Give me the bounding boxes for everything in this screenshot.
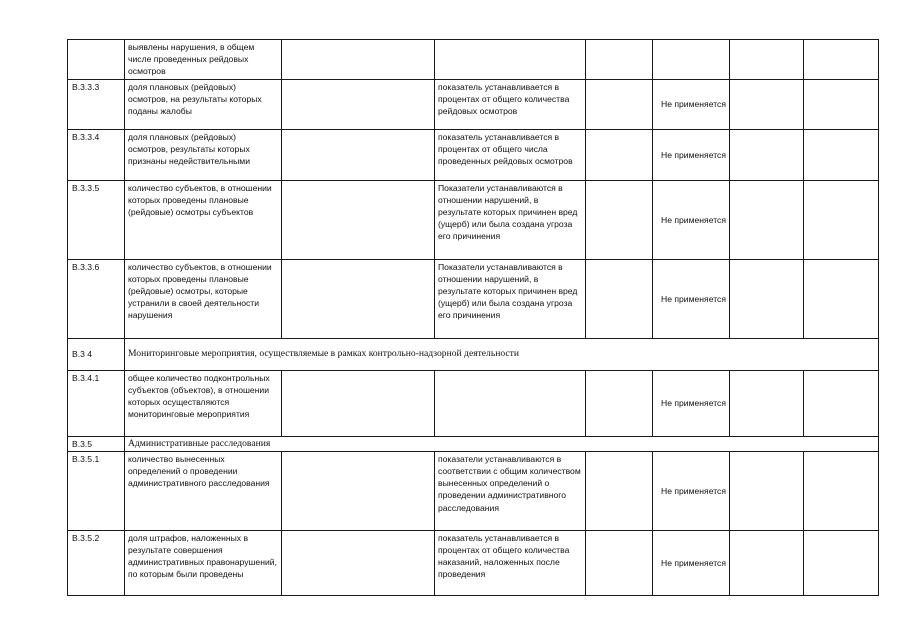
- empty-cell: [586, 259, 653, 338]
- empty-cell: [730, 40, 804, 80]
- status-label: Не применяется: [661, 485, 726, 496]
- empty-cell: [282, 451, 435, 530]
- empty-cell: [586, 129, 653, 180]
- indicator-cell: доля штрафов, наложенных в результате совершения административных правонарушений, по которым были проведены: [125, 530, 282, 595]
- indicators-table: [67, 39, 879, 596]
- empty-cell: [730, 451, 804, 530]
- table-row: [68, 370, 879, 436]
- empty-cell: [804, 40, 879, 80]
- indicator-cell: общее количество подконтрольных субъектов (объектов), в отношении которых осуществляются мониторинговые мероприятия: [125, 370, 282, 436]
- empty-cell: [282, 79, 435, 129]
- code-cell: В.3.5.2: [68, 530, 125, 595]
- code-cell: В.3.3.6: [68, 259, 125, 338]
- empty-cell: [586, 79, 653, 129]
- empty-cell: [730, 129, 804, 180]
- indicator-cell: количество вынесенных определений о проведении административного расследования: [125, 451, 282, 530]
- empty-cell: [730, 180, 804, 259]
- empty-cell: [730, 530, 804, 595]
- empty-cell: [586, 451, 653, 530]
- empty-cell: [282, 530, 435, 595]
- status-cell: [653, 530, 730, 595]
- comment-cell: показатель устанавливается в процентах от общего количества рейдовых осмотров: [435, 79, 586, 129]
- empty-cell: [804, 451, 879, 530]
- section-title: Административные расследования: [125, 436, 879, 451]
- comment-cell: показатель устанавливается в процентах от общего числа проведенных рейдовых осмотров: [435, 129, 586, 180]
- status-cell: [653, 79, 730, 129]
- empty-cell: [282, 370, 435, 436]
- code-cell: В.3.5.1: [68, 451, 125, 530]
- empty-cell: [730, 259, 804, 338]
- status-label: Не применяется: [661, 99, 726, 109]
- table-row: [68, 259, 879, 338]
- empty-cell: [804, 370, 879, 436]
- section-code-cell: В.3.5: [68, 436, 125, 451]
- table-row: [68, 530, 879, 595]
- table-row: [68, 451, 879, 530]
- empty-cell: [730, 79, 804, 129]
- indicator-cell: доля плановых (рейдовых) осмотров, результаты которых признаны недействительными: [125, 129, 282, 180]
- empty-cell: [804, 79, 879, 129]
- status-cell: [653, 370, 730, 436]
- indicator-cell: количество субъектов, в отношении которых проведены плановые (рейдовые) осмотры субъектов: [125, 180, 282, 259]
- table-row: [68, 180, 879, 259]
- table-row: [68, 40, 879, 80]
- section-title: Мониторинговые мероприятия, осуществляемые в рамках контрольно-надзорной деятельности: [125, 338, 879, 370]
- status-label: Не применяется: [661, 214, 726, 225]
- code-cell: В.3.3.5: [68, 180, 125, 259]
- empty-cell: [804, 180, 879, 259]
- status-label: Не применяется: [661, 293, 726, 304]
- empty-cell: [804, 259, 879, 338]
- comment-cell: [435, 370, 586, 436]
- section-code-cell: В.3 4: [68, 338, 125, 370]
- status-label: Не применяется: [661, 398, 726, 408]
- comment-cell: показатели устанавливаются в соответствии с общим количеством вынесенных определений о проведении административного расследования: [435, 451, 586, 530]
- indicator-cell: доля плановых (рейдовых) осмотров, на результаты которых поданы жалобы: [125, 79, 282, 129]
- table-row: [68, 79, 879, 129]
- code-cell: В.3.3.4: [68, 129, 125, 180]
- empty-cell: [586, 530, 653, 595]
- empty-cell: [282, 40, 435, 80]
- section-row: [68, 436, 879, 451]
- indicator-cell: количество субъектов, в отношении которых проведены плановые (рейдовые) осмотры, которые устранили в своей деятельности нарушения: [125, 259, 282, 338]
- comment-cell: показатель устанавливается в процентах от общего количества наказаний, наложенных после проведения: [435, 530, 586, 595]
- status-cell: [653, 40, 730, 80]
- section-row: [68, 338, 879, 370]
- empty-cell: [804, 530, 879, 595]
- comment-cell: Показатели устанавливаются в отношении нарушений, в результате которых причинен вред (ущерб) или была создана угроза его причинения: [435, 180, 586, 259]
- table-row: [68, 129, 879, 180]
- status-cell: [653, 259, 730, 338]
- empty-cell: [586, 180, 653, 259]
- status-cell: [653, 180, 730, 259]
- empty-cell: [586, 40, 653, 80]
- code-cell: [68, 40, 125, 80]
- empty-cell: [282, 180, 435, 259]
- empty-cell: [282, 129, 435, 180]
- indicator-cell: выявлены нарушения, в общем числе проведенных рейдовых осмотров: [125, 40, 282, 80]
- code-cell: В.3.3.3: [68, 79, 125, 129]
- empty-cell: [586, 370, 653, 436]
- empty-cell: [730, 370, 804, 436]
- status-label: Не применяется: [661, 149, 726, 160]
- empty-cell: [282, 259, 435, 338]
- status-cell: [653, 451, 730, 530]
- status-cell: [653, 129, 730, 180]
- comment-cell: [435, 40, 586, 80]
- status-label: Не применяется: [661, 557, 726, 568]
- code-cell: В.3.4.1: [68, 370, 125, 436]
- empty-cell: [804, 129, 879, 180]
- comment-cell: Показатели устанавливаются в отношении нарушений, в результате которых причинен вред (ущерб) или была создана угроза его причинения: [435, 259, 586, 338]
